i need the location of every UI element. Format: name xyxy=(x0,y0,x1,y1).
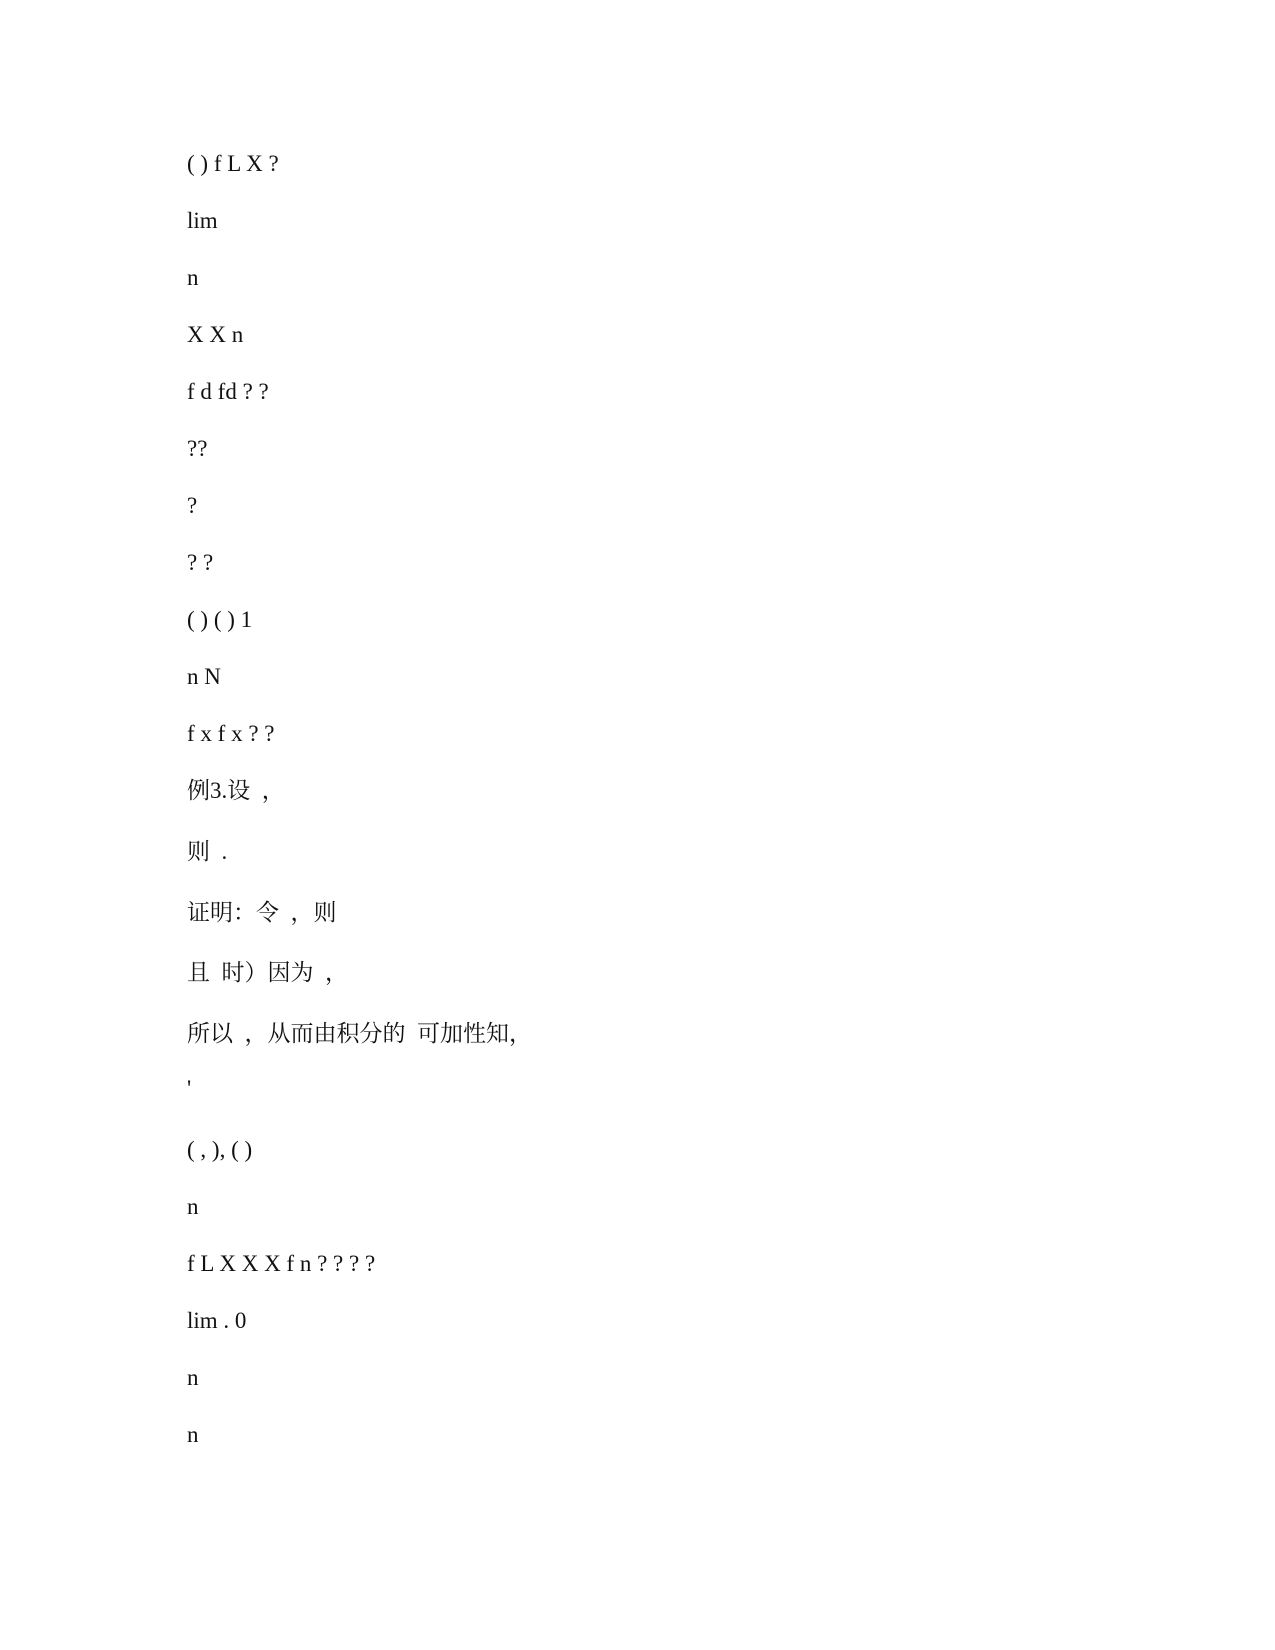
text-line: 证明：令 ，则 xyxy=(187,900,337,925)
text-line: n N xyxy=(187,664,221,689)
text-line: f L X X X f n ? ? ? ? xyxy=(187,1251,376,1276)
text-line: lim xyxy=(187,208,218,233)
text-line: f d fd ? ? xyxy=(187,379,269,404)
text-line: ? ? xyxy=(187,550,214,575)
text-line: ( ) f L X ? xyxy=(187,151,279,176)
text-line: n xyxy=(187,265,199,290)
text-line: ' xyxy=(187,1076,192,1101)
text-line: 所以 ，从而由积分的 可加性知， xyxy=(187,1021,532,1046)
text-line: ? xyxy=(187,493,198,518)
text-line: ( ) ( ) 1 xyxy=(187,607,253,632)
text-line: n xyxy=(187,1194,199,1219)
text-line: n xyxy=(187,1365,199,1390)
text-line: lim . 0 xyxy=(187,1308,247,1333)
text-line: 且 时）因为 ， xyxy=(187,960,348,985)
text-line: ( , ), ( ) xyxy=(187,1137,253,1162)
text-line: f x f x ? ? xyxy=(187,721,275,746)
text-line: n xyxy=(187,1422,199,1447)
text-line: 则 . xyxy=(187,839,228,864)
text-line: 例3.设 ， xyxy=(187,778,285,803)
text-line: X X n xyxy=(187,322,244,347)
text-line: ?? xyxy=(187,436,208,461)
